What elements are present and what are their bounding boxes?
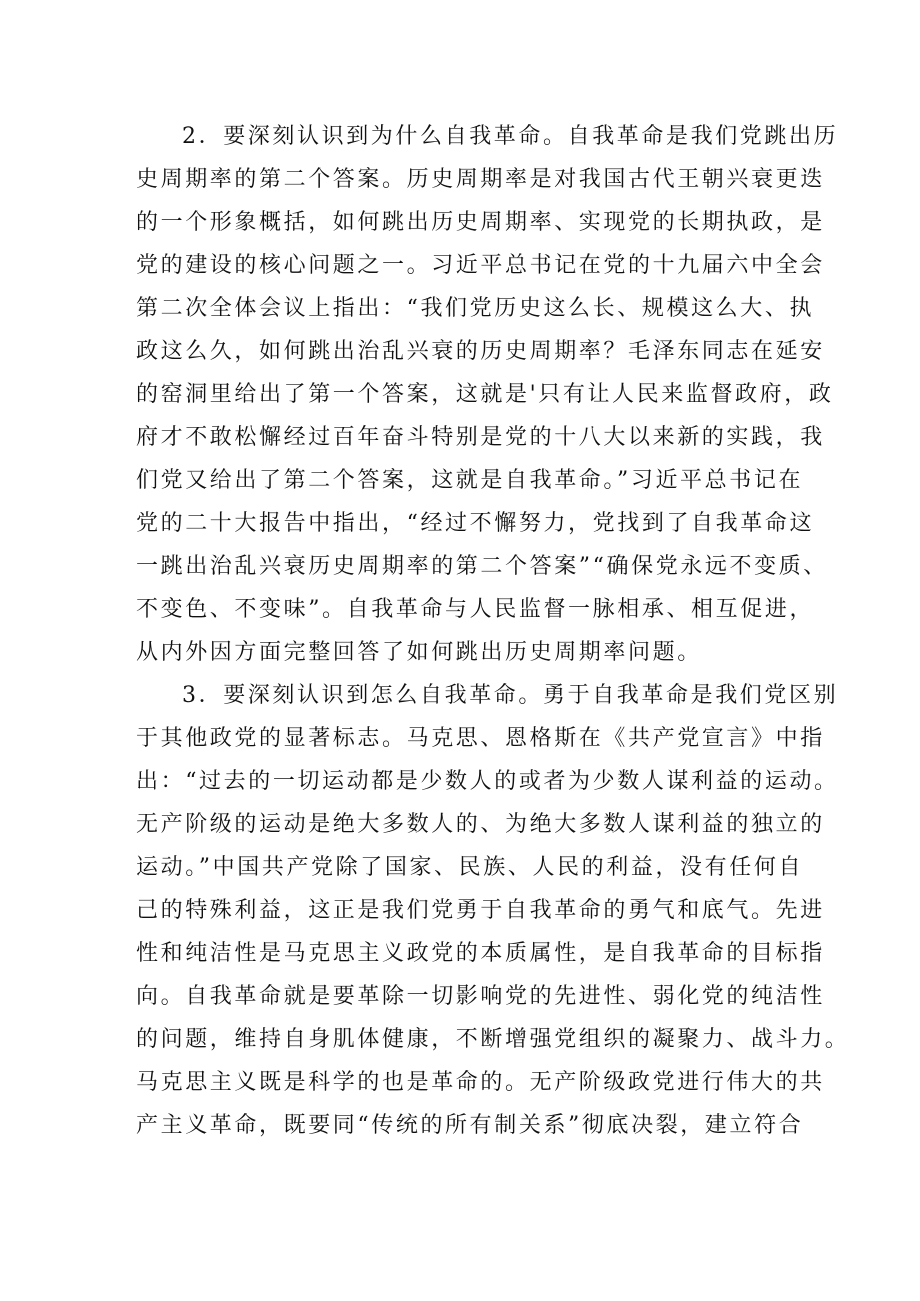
paragraph-2-line-2: 于其他政党的显著标志。马克思、恩格斯在《共产党宣言》中指 <box>136 726 825 751</box>
paragraph-1-line-4: 党的建设的核心问题之一。习近平总书记在党的十九届六中全会 <box>136 253 825 278</box>
paragraph-1-line-2: 史周期率的第二个答案。历史周期率是对我国古代王朝兴衰更迭 <box>136 167 825 192</box>
paragraph-1-line-12: 不变色、不变味”。自我革命与人民监督一脉相承、相互促进， <box>136 597 815 622</box>
paragraph-1-line-9: 们党又给出了第二个答案，这就是自我革命。”习近平总书记在 <box>136 468 804 493</box>
paragraph-1-line-6: 政这么久，如何跳出治乱兴衰的历史周期率？毛泽东同志在延安 <box>136 339 825 364</box>
paragraph-2-line-7: 性和纯洁性是马克思主义政党的本质属性，是自我革命的目标指 <box>136 941 825 966</box>
paragraph-1-line-3: 的一个形象概括，如何跳出历史周期率、实现党的长期执政，是 <box>136 210 825 235</box>
paragraph-1-line-10: 党的二十大报告中指出，“经过不懈努力，党找到了自我革命这 <box>136 511 815 536</box>
paragraph-2-line-1: 3．要深刻认识到怎么自我革命。勇于自我革命是我们党区别 <box>182 683 839 708</box>
paragraph-1-line-1: 2．要深刻认识到为什么自我革命。自我革命是我们党跳出历 <box>182 124 839 149</box>
paragraph-2-line-5: 运动。”中国共产党除了国家、民族、人民的利益，没有任何自 <box>136 855 804 880</box>
paragraph-2-line-3: 出：“过去的一切运动都是少数人的或者为少数人谋利益的运动。 <box>136 769 839 794</box>
paragraph-1-line-5: 第二次全体会议上指出：“我们党历史这么长、规模这么大、执 <box>136 296 815 321</box>
paragraph-2-line-6: 己的特殊利益，这正是我们党勇于自我革命的勇气和底气。先进 <box>136 898 825 923</box>
paragraph-2-line-11: 产主义革命，既要同“传统的所有制关系”彻底决裂，建立符合 <box>136 1113 804 1138</box>
paragraph-2-line-10: 马克思主义既是科学的也是革命的。无产阶级政党进行伟大的共 <box>136 1070 825 1095</box>
paragraph-1-line-7: 的窑洞里给出了第一个答案，这就是'只有让人民来监督政府，政 <box>136 382 834 407</box>
paragraph-2-line-8: 向。自我革命就是要革除一切影响党的先进性、弱化党的纯洁性 <box>136 984 825 1009</box>
paragraph-2-line-9: 的问题，维持自身肌体健康，不断增强党组织的凝聚力、战斗力。 <box>136 1027 850 1052</box>
paragraph-1-line-11: 一跳出治乱兴衰历史周期率的第二个答案”“确保党永远不变质、 <box>136 554 828 579</box>
paragraph-1-line-8: 府才不敢松懈经过百年奋斗特别是党的十八大以来新的实践，我 <box>136 425 825 450</box>
paragraph-2-line-4: 无产阶级的运动是绝大多数人的、为绝大多数人谋利益的独立的 <box>136 812 825 837</box>
paragraph-1-line-13: 从内外因方面完整回答了如何跳出历史周期率问题。 <box>136 640 702 665</box>
